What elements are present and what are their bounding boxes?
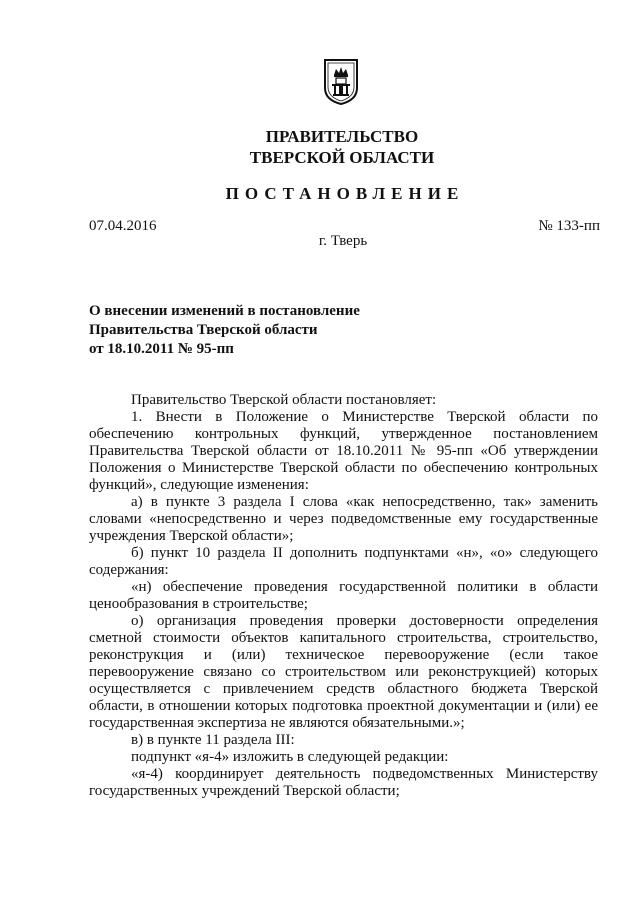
document-body: [89, 392, 598, 800]
body-paragraph: в) в пункте 11 раздела III:: [131, 732, 295, 748]
organization-line-1: ПРАВИТЕЛЬСТВО: [265, 127, 419, 146]
body-paragraph: «н) обеспечение проведения государственной политики в области ценообразования в строительстве;: [89, 579, 598, 612]
organization-line-2: ТВЕРСКОЙ ОБЛАСТИ: [249, 148, 435, 167]
document-city: [0, 233, 640, 250]
document-date: 07.04.2016: [89, 218, 157, 234]
tver-coat-of-arms-icon: [323, 58, 359, 106]
organization-name: [0, 126, 640, 168]
subject-line-1: О внесении изменений в постановление: [89, 303, 360, 319]
body-paragraph: б) пункт 10 раздела II дополнить подпунктами «н», «о» следующего содержания:: [89, 545, 598, 578]
body-paragraph: Правительство Тверской области постановляет:: [131, 392, 437, 408]
subject-line-2: Правительства Тверской области: [89, 322, 318, 338]
document-number: № 133-пп: [538, 218, 600, 234]
body-paragraph: о) организация проведения проверки достоверности определения сметной стоимости объектов капитального строительства, строительство, реконструкция и (или) техническое перевооружение (если такое перевооружение связано со строительством или реконструкцией) которых осуществляется с привлечением средств областного бюджета Тверской области, в отношении которых подготовка проектной документации и (или) ее государственная экспертиза не являются обязательными.»;: [89, 613, 598, 731]
document-type-label: ПОСТАНОВЛЕНИЕ: [225, 184, 465, 203]
body-paragraph: а) в пункте 3 раздела I слова «как непосредственно, так» заменить словами «непосредственно и через подведомственные ему государственные учреждения Тверской области»;: [89, 494, 598, 544]
subject-line-3: от 18.10.2011 № 95-пп: [89, 341, 234, 357]
body-paragraph: подпункт «я-4» изложить в следующей редакции:: [131, 749, 449, 765]
body-paragraph: «я-4) координирует деятельность подведомственных Министерству государственных учреждений Тверской области;: [89, 766, 598, 799]
body-paragraph: 1. Внести в Положение о Министерстве Тверской области по обеспечению контрольных функций, утвержденное постановлением Правительства Тверской области от 18.10.2011 № 95-пп «Об утверждении Положения о Министерстве Тверской области по обеспечению контрольных функций», следующие изменения:: [89, 409, 598, 493]
city-label: г. Тверь: [318, 233, 368, 249]
document-type: [0, 184, 640, 204]
document-subject: [89, 302, 360, 359]
